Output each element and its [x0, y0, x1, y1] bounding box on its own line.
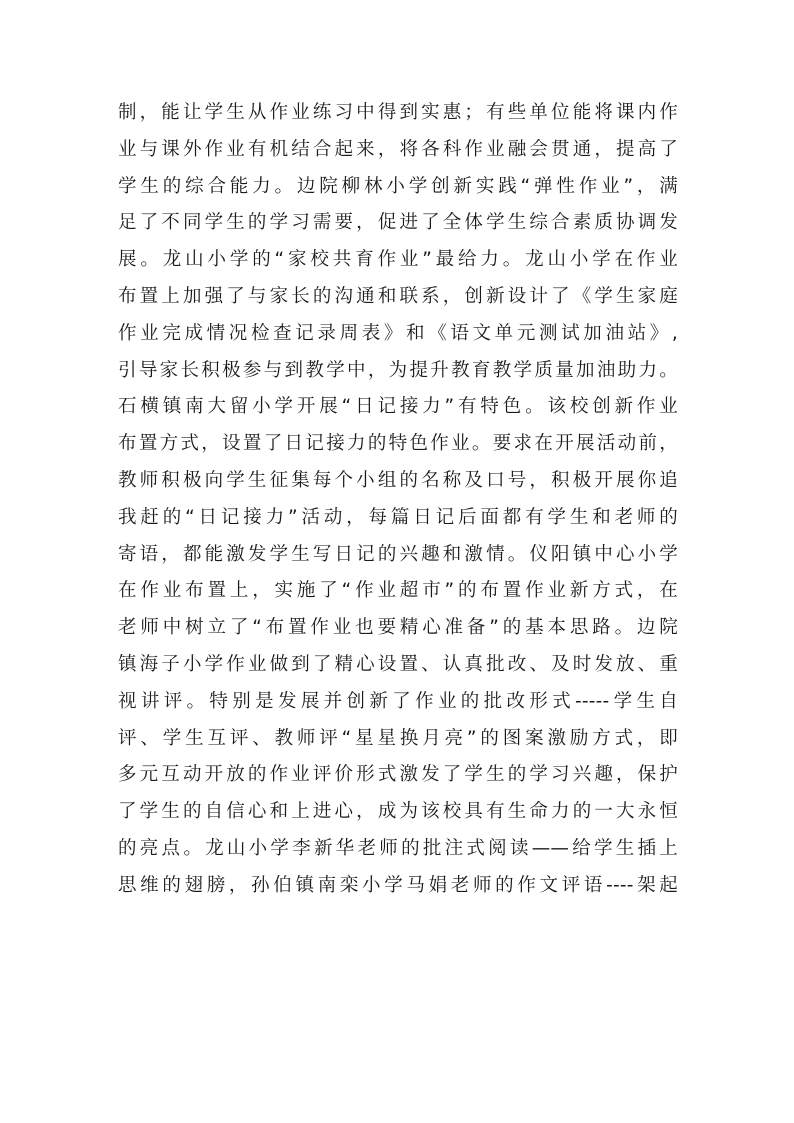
text-line: 作业完成情况检查记录周表》和《语文单元测试加油站》, [118, 322, 678, 344]
text-line: 老师中树立了“布置作业也要精心准备”的基本思路。边院 [118, 617, 678, 639]
text-line: 寄语，都能激发学生写日记的兴趣和激情。仪阳镇中心小学 [118, 543, 678, 565]
text-line: 思维的翅膀，孙伯镇南栾小学马娟老师的作文评语----架起 [118, 874, 678, 896]
text-line: 制，能让学生从作业练习中得到实惠；有些单位能将课内作 [118, 102, 678, 123]
text-line: 在作业布置上，实施了“作业超市”的布置作业新方式，在 [118, 580, 678, 602]
text-line: 了学生的自信心和上进心，成为该校具有生命力的一大永恒 [118, 801, 678, 823]
text-line: 的亮点。龙山小学李新华老师的批注式阅读——给学生插上 [118, 837, 678, 859]
text-line: 视讲评。特别是发展并创新了作业的批改形式-----学生自 [118, 690, 678, 712]
text-line: 引导家长积极参与到教学中，为提升教育教学质量加油助力。 [118, 359, 678, 381]
text-line: 业与课外作业有机结合起来，将各科作业融会贯通，提高了 [118, 138, 678, 160]
text-line: 多元互动开放的作业评价形式激发了学生的学习兴趣，保护 [118, 764, 678, 786]
body-text [118, 95, 678, 905]
text-line: 展。龙山小学的“家校共育作业”最给力。龙山小学在作业 [118, 249, 678, 271]
text-line: 我赶的“日记接力”活动，每篇日记后面都有学生和老师的 [118, 506, 678, 528]
text-line: 教师积极向学生征集每个小组的名称及口号，积极开展你追 [118, 469, 678, 491]
text-line: 布置方式，设置了日记接力的特色作业。要求在开展活动前， [118, 433, 678, 455]
text-line: 石横镇南大留小学开展“日记接力”有特色。该校创新作业 [118, 396, 678, 418]
text-line: 评、学生互评、教师评“星星换月亮”的图案激励方式，即 [118, 727, 678, 749]
text-line: 布置上加强了与家长的沟通和联系，创新设计了《学生家庭 [118, 285, 678, 307]
text-line: 足了不同学生的学习需要，促进了全体学生综合素质协调发 [118, 212, 678, 234]
text-line: 学生的综合能力。边院柳林小学创新实践“弹性作业”，满 [118, 175, 678, 197]
text-line: 镇海子小学作业做到了精心设置、认真批改、及时发放、重 [118, 653, 678, 675]
